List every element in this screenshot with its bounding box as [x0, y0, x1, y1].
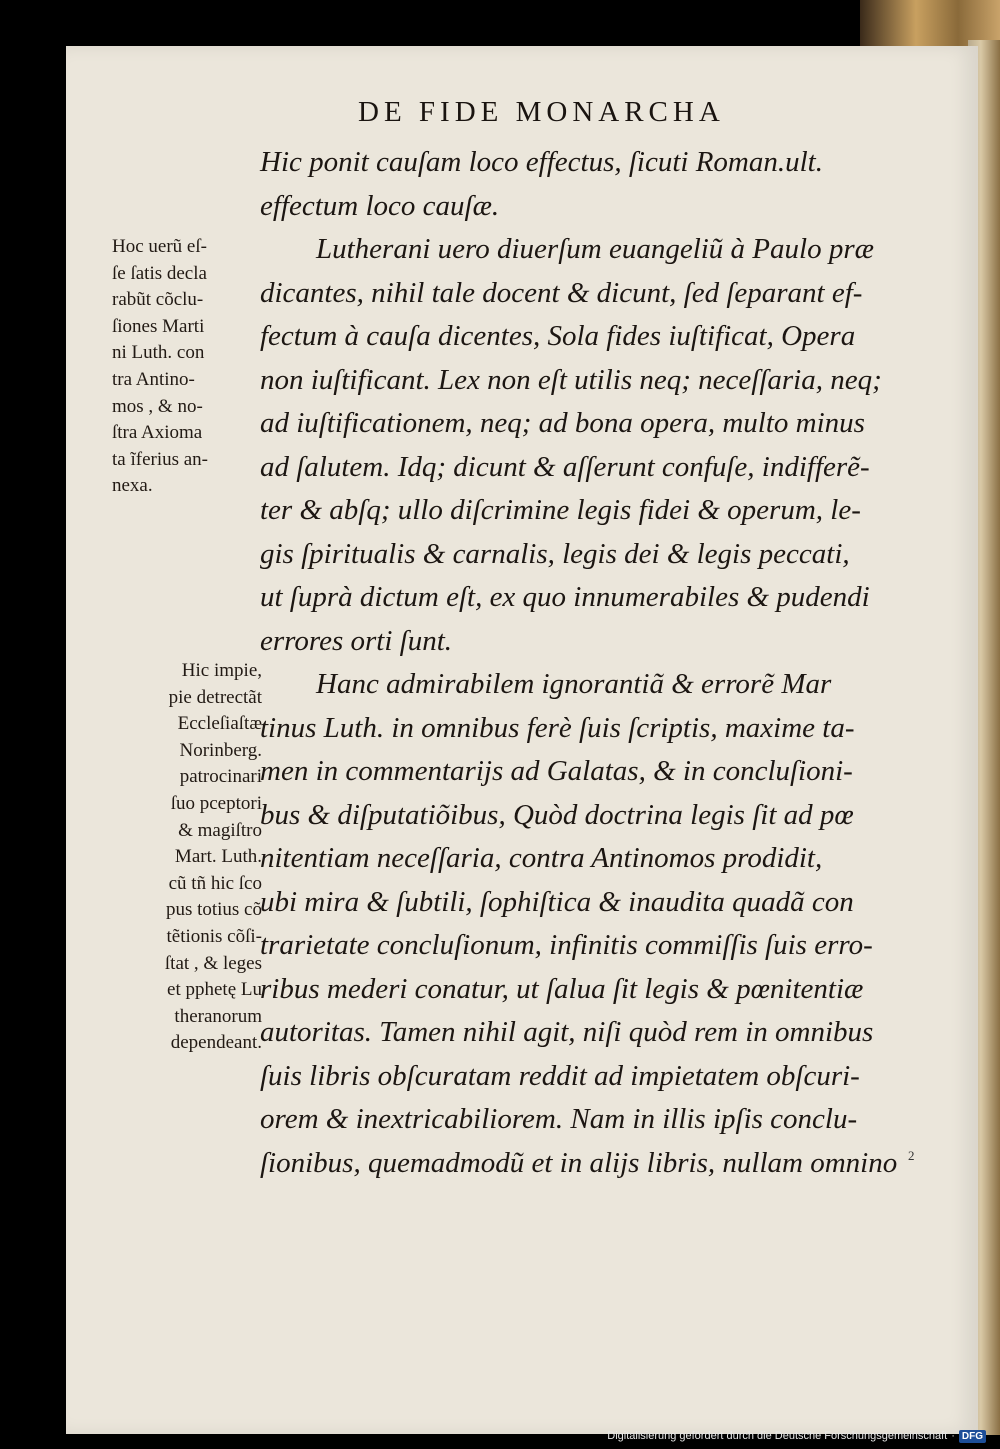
body-line: ribus mederi conatur, ut ſalua ſit legis & pœnitentiæ	[260, 972, 864, 1005]
margin-note-line: & magiſtro	[178, 819, 262, 841]
body-line: Hanc admirabilem ignorantiã & errorẽ Mar	[316, 668, 832, 700]
body-line: ubi mira & ſubtili, ſophiſtica & inaudita quadã con	[260, 885, 854, 918]
digitization-footer: Digitalisierung gefördert durch die Deutsche Forschungsgemeinschaft · DFG	[607, 1428, 986, 1444]
margin-note-line: ni Luth. con	[112, 342, 205, 364]
margin-note-line: mos , & no-	[112, 395, 203, 417]
body-line: errores orti ſunt.	[260, 624, 452, 657]
body-line: men in commentarijs ad Galatas, & in concluſioni-	[260, 755, 853, 787]
body-line: autoritas. Tamen nihil agit, niſi quòd rem in omnibus	[260, 1016, 874, 1048]
margin-note-line: ſtra Axioma	[112, 422, 203, 444]
margin-note-line: cũ tñ hic ſco	[168, 872, 262, 894]
margin-note-line: tra Antino-	[112, 368, 195, 390]
body-line: tinus Luth. in omnibus ferè ſuis ſcriptis, maxime ta-	[260, 711, 855, 744]
footer-credit: Digitalisierung gefördert durch die Deutsche Forschungsgemeinschaft	[607, 1430, 948, 1442]
margin-note-2	[112, 658, 262, 1057]
margin-note-line: ta ĩferius an-	[112, 448, 209, 470]
margin-note-line: ſuo pceptori	[170, 792, 262, 814]
margin-note-line: theranorum	[174, 1005, 262, 1027]
margin-note-line: et pphetę Lu	[167, 979, 262, 1001]
margin-note-line: Norinberg.	[179, 739, 262, 761]
margin-note-line: tẽtionis cõſi-	[166, 925, 262, 947]
body-line: fectum à cauſa dicentes, Sola fides iuſtificat, Opera	[260, 320, 856, 352]
margin-note-line: pie detrectãt	[168, 686, 262, 708]
margin-note-line: ſiones Marti	[112, 315, 205, 337]
body-line: gis ſpiritualis & carnalis, legis dei & legis peccati,	[260, 537, 850, 570]
body-line: dicantes, nihil tale docent & dicunt, ſed ſeparant ef-	[260, 276, 863, 309]
body-text	[260, 141, 940, 1185]
margin-note-line: pus totius cõ	[165, 899, 262, 921]
body-line: Hic ponit cauſam loco effectus, ſicuti Roman.ult.	[260, 146, 823, 178]
signature-mark: 2	[908, 1148, 915, 1163]
margin-note-line: dependeant.	[170, 1032, 262, 1054]
margin-note-line: Hoc uerũ eſ-	[112, 236, 207, 257]
body-line: non iuſtificant. Lex non eſt utilis neq; neceſſaria, neq;	[260, 363, 882, 396]
body-line: ad ſalutem. Idq; dicunt & aſſerunt confuſe, indifferẽ-	[260, 450, 870, 483]
margin-note-line: nexa.	[112, 475, 153, 497]
margin-note-line: Mart. Luth.	[174, 846, 262, 868]
dfg-logo[interactable]: DFG	[959, 1430, 986, 1443]
margin-note-line: ſe ſatis decla	[112, 262, 207, 284]
body-line: Lutherani uero diuerſum euangeliũ à Paulo præ	[316, 233, 874, 265]
body-line: ter & abſq; ullo diſcrimine legis fidei & operum, le-	[260, 494, 861, 526]
body-line: bus & diſputatiõibus, Quòd doctrina legis ſit ad pœ	[260, 798, 854, 831]
body-line: orem & inextricabiliorem. Nam in illis ipſis conclu-	[260, 1103, 858, 1135]
body-line: ad iuſtificationem, neq; ad bona opera, multo minus	[260, 407, 865, 439]
body-line: ſuis libris obſcuratam reddit ad impietatem obſcuri-	[260, 1059, 860, 1092]
margin-note-line: Eccleſiaſtæ	[177, 713, 262, 735]
margin-note-line: Hic impie,	[181, 660, 262, 681]
margin-note-line: rabũt cõclu-	[112, 289, 204, 311]
body-line: trarietate concluſionum, infinitis commiſſis ſuis erro-	[260, 929, 873, 961]
margin-note-line: ſtat , & leges	[164, 952, 262, 974]
body-line: ſionibus, quemadmodũ et in alijs libris, nullam omnino	[260, 1146, 898, 1179]
margin-note-line: patrocinari	[179, 766, 262, 788]
margin-note-1	[112, 234, 262, 500]
body-line: nitentiam neceſſaria, contra Antinomos prodidit,	[260, 842, 823, 874]
page-header: DE FIDE MONARCHA	[358, 96, 725, 128]
body-line: effectum loco cauſæ.	[260, 189, 500, 222]
body-line: ut ſuprà dictum eſt, ex quo innumerabiles & pudendi	[260, 581, 870, 613]
